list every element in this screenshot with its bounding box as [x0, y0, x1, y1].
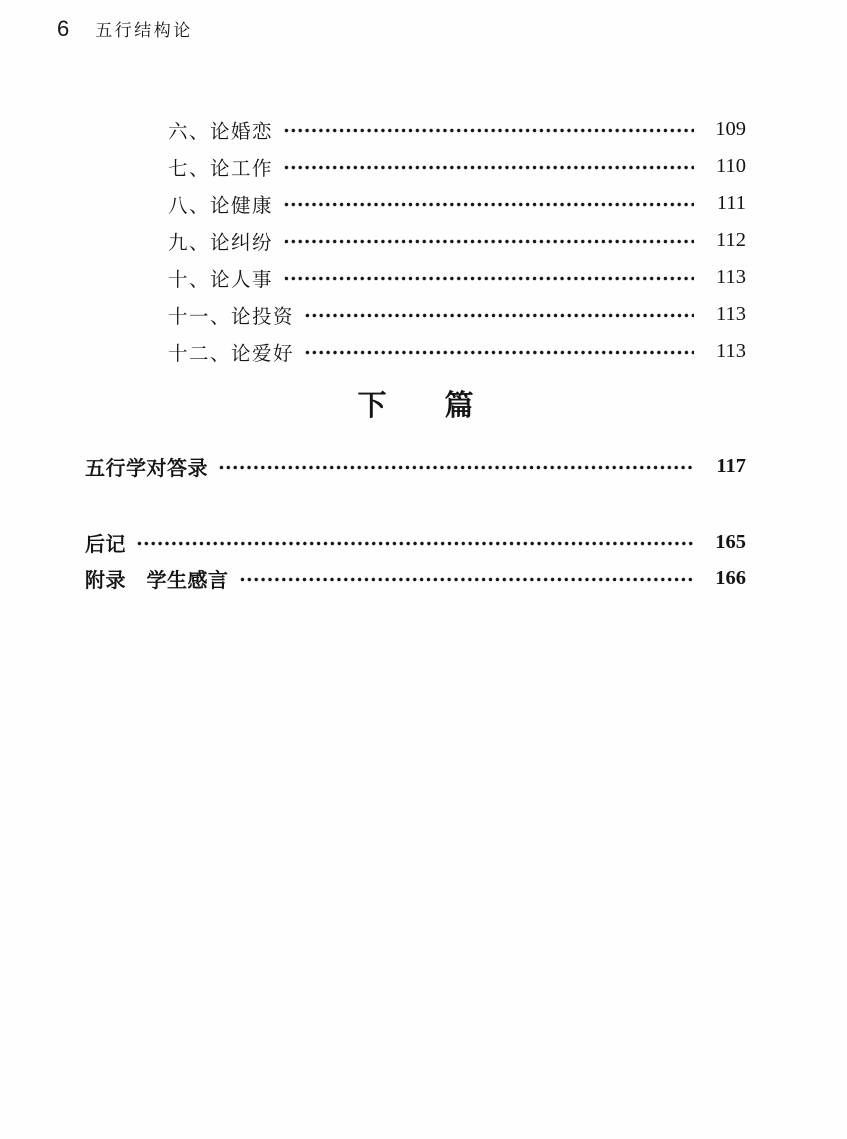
toc-entry-page: 117	[716, 454, 746, 477]
toc-entry-label: 附录 学生感言	[85, 569, 229, 592]
toc-entry-label: 八、论健康	[168, 194, 274, 217]
toc-entry-page: 113	[716, 266, 746, 288]
toc-entry	[85, 333, 746, 370]
toc-entry-page: 113	[716, 303, 746, 325]
dot-leader	[304, 333, 694, 370]
toc-entry-page: 112	[716, 229, 746, 251]
toc-entry-page: 166	[715, 566, 746, 589]
toc-entry-label: 十二、论爱好	[168, 342, 295, 365]
dot-leader	[136, 524, 694, 560]
toc-entry-label: 九、论纠纷	[168, 231, 274, 254]
toc-entry	[85, 259, 746, 296]
toc-entry	[85, 222, 746, 259]
dot-leader	[283, 111, 694, 148]
toc-entry-label: 五行学对答录	[85, 457, 208, 480]
dot-leader	[218, 450, 694, 482]
toc-entry	[85, 560, 746, 596]
folio-page-number: 6	[57, 16, 70, 41]
dot-leader	[283, 259, 694, 296]
toc-entry-label: 六、论婚恋	[168, 120, 274, 143]
toc-entry	[85, 185, 746, 222]
toc-entry	[85, 524, 746, 560]
dot-leader	[283, 148, 694, 185]
toc-entry-page: 111	[716, 192, 746, 214]
toc-entry-page: 165	[715, 530, 746, 553]
part-heading: 下篇	[357, 390, 532, 422]
toc-entry-label: 后记	[85, 533, 126, 556]
toc-entry	[85, 148, 746, 185]
toc-entry-page: 113	[716, 340, 746, 362]
toc-entry-page: 109	[715, 118, 746, 140]
table-of-contents	[85, 111, 746, 596]
toc-entry-label: 十一、论投资	[168, 305, 295, 328]
toc-entry	[85, 296, 746, 333]
dot-leader	[239, 560, 695, 596]
part-section-list	[85, 450, 746, 482]
back-matter-list	[85, 524, 746, 596]
toc-entry	[85, 111, 746, 148]
chapter-entry-list	[85, 111, 746, 370]
running-head-book-title: 五行结构论	[95, 21, 193, 40]
toc-entry-label: 七、论工作	[168, 157, 274, 180]
toc-entry	[85, 450, 746, 482]
running-head	[57, 18, 193, 40]
toc-entry-label: 十、论人事	[168, 268, 274, 291]
dot-leader	[283, 185, 694, 222]
dot-leader	[304, 296, 694, 333]
dot-leader	[283, 222, 694, 259]
toc-entry-page: 110	[716, 155, 746, 177]
